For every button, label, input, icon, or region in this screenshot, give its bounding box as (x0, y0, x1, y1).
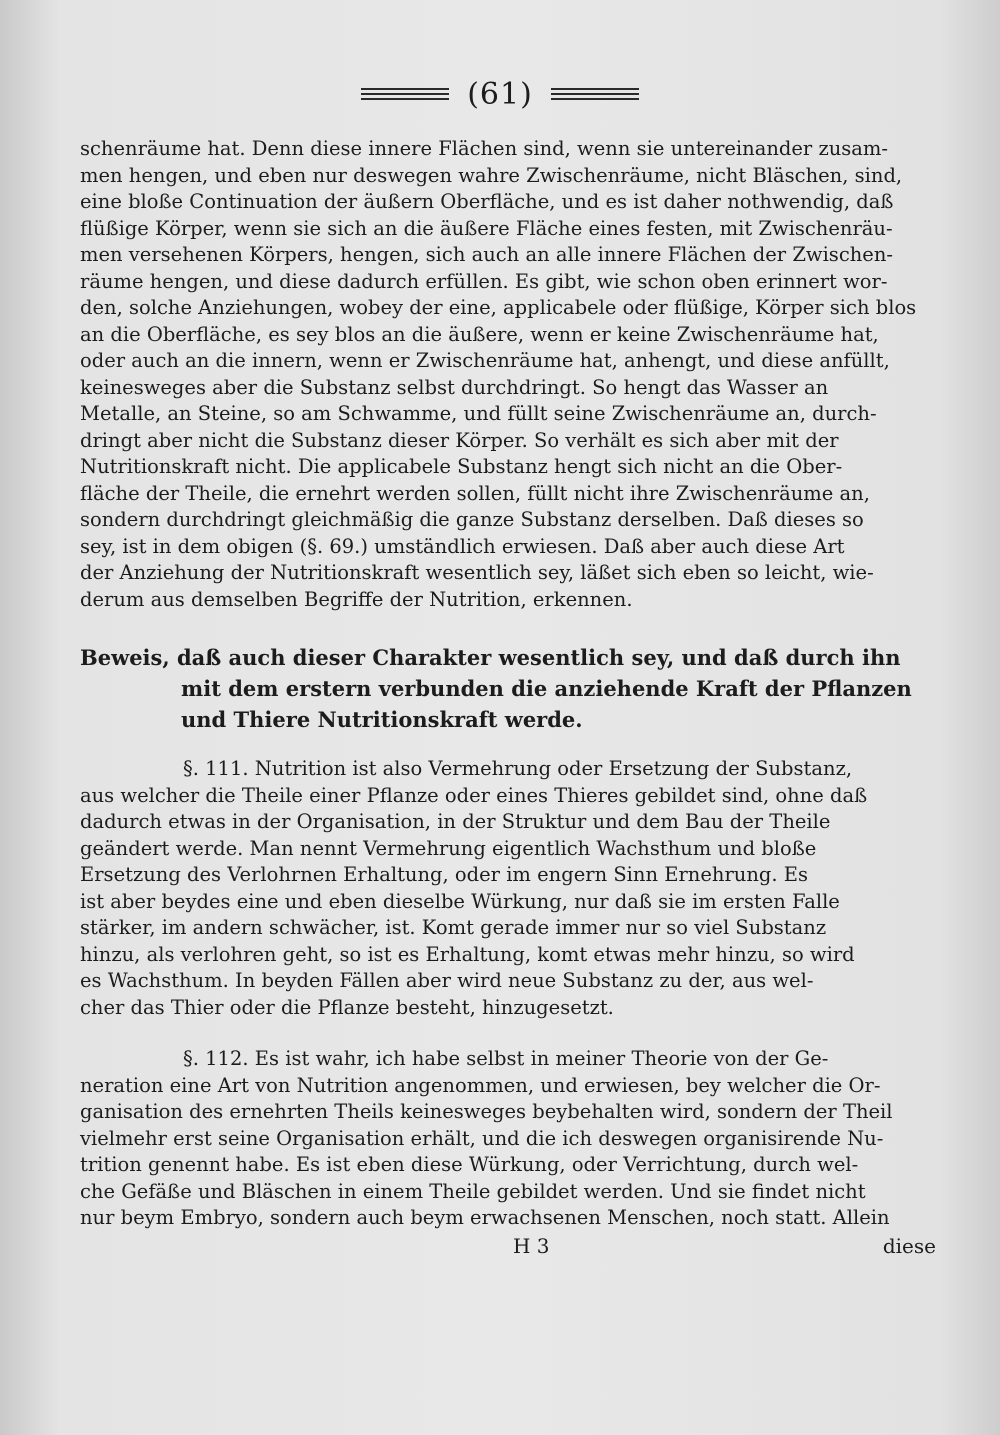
text-line: geändert werde. Man nennt Vermehrung eigentlich Wachsthum und bloße (80, 836, 817, 860)
text-line: che Gefäße und Bläschen in einem Theile gebildet werden. Und sie findet nicht (80, 1179, 866, 1203)
text-line: dringt aber nicht die Substanz dieser Körper. So verhält es sich aber mit der (80, 428, 839, 452)
text-line: den, solche Anziehungen, wobey der eine, applicabele oder flüßige, Körper sich blos (80, 296, 917, 319)
text-line: neration eine Art von Nutrition angenommen, und erwiesen, bey welcher die Or- (80, 1073, 881, 1097)
catchword: diese (882, 1234, 936, 1258)
text-line: ganisation des ernehrten Theils keinesweges beybehalten wird, sondern der Theil (80, 1100, 893, 1123)
text-line: keinesweges aber die Substanz selbst durchdringt. So hengt das Wasser an (80, 375, 829, 399)
text-line: ist aber beydes eine und eben dieselbe Würkung, nur daß sie im ersten Falle (80, 889, 840, 913)
text-line: eine bloße Continuation der äußern Oberfläche, und es ist daher nothwendig, daß (80, 190, 894, 213)
text-line: §. 111. Nutrition ist also Vermehrung oder Ersetzung der Substanz, (183, 757, 853, 780)
text-line: trition genennt habe. Es ist eben diese Würkung, oder Verrichtung, durch wel- (80, 1153, 859, 1176)
printer-signature: H 3 (513, 1234, 550, 1258)
header-rule-right (551, 88, 639, 100)
text-line: hinzu, als verlohren geht, so ist es Erhaltung, komt etwas mehr hinzu, so wird (80, 942, 855, 966)
text-line: dadurch etwas in der Organisation, in der Struktur und dem Bau der Theile (80, 810, 831, 833)
text-line: schenräume hat. Denn diese innere Flächen sind, wenn sie untereinander zusam- (80, 137, 888, 160)
text-line: cher das Thier oder die Pflanze besteht, hinzugesetzt. (80, 995, 614, 1019)
text-line: men versehenen Körpers, hengen, sich auch an alle innere Flächen der Zwischen- (80, 243, 893, 266)
text-line: es Wachsthum. In beyden Fällen aber wird neue Substanz zu der, aus wel- (80, 969, 814, 992)
page-number: (61) (467, 76, 533, 112)
text-line: Ersetzung des Verlohrnen Erhaltung, oder im engern Sinn Ernehrung. Es (80, 863, 809, 886)
text-line: flüßige Körper, wenn sie sich an die äußere Fläche eines festen, mit Zwischenräu- (80, 216, 893, 240)
heading-line: und Thiere Nutritionskraft werde. (181, 707, 583, 732)
page-footer (80, 1234, 936, 1266)
text-line: nur beym Embryo, sondern auch beym erwachsenen Menschen, noch statt. Allein (80, 1206, 890, 1229)
text-line: fläche der Theile, die ernehrt werden sollen, füllt nicht ihre Zwischenräume an, (80, 481, 870, 505)
text-line: sondern durchdringt gleichmäßig die ganze Substanz derselben. Daß dieses so (80, 508, 864, 531)
heading-line: Beweis, daß auch dieser Charakter wesentlich sey, und daß durch ihn (80, 645, 901, 670)
text-line: §. 112. Es ist wahr, ich habe selbst in meiner Theorie von der Ge- (183, 1047, 829, 1070)
text-line: vielmehr erst seine Organisation erhält, und die ich deswegen organisirende Nu- (80, 1126, 884, 1150)
text-line: Nutritionskraft nicht. Die applicabele Substanz hengt sich nicht an die Ober- (80, 455, 843, 478)
text-line: sey, ist in dem obigen (§. 69.) umständlich erwiesen. Daß aber auch diese Art (80, 534, 845, 558)
text-line: aus welcher die Theile einer Pflanze oder eines Thieres gebildet sind, ohne daß (80, 783, 868, 807)
header-rule-left (361, 88, 449, 100)
paragraph-111 (80, 756, 936, 1021)
text-line: an die Oberfläche, es sey blos an die äußere, wenn er keine Zwischenräume hat, (80, 322, 879, 346)
paragraph-112 (80, 1046, 936, 1232)
paragraph-1 (80, 136, 936, 613)
text-line: men hengen, und eben nur deswegen wahre Zwischenräume, nicht Bläschen, sind, (80, 163, 903, 187)
text-line: stärker, im andern schwächer, ist. Komt gerade immer nur so viel Substanz (80, 916, 827, 939)
text-line: oder auch an die innern, wenn er Zwischenräume hat, anhengt, und diese anfüllt, (80, 349, 890, 372)
heading-line: mit dem erstern verbunden die anziehende Kraft der Pflanzen (181, 676, 912, 701)
page-header (0, 74, 1000, 114)
section-heading (80, 642, 936, 735)
text-line: derum aus demselben Begriffe der Nutrition, erkennen. (80, 587, 633, 611)
text-line: räume hengen, und diese dadurch erfüllen. Es gibt, wie schon oben erinnert wor- (80, 269, 888, 293)
text-line: Metalle, an Steine, so am Schwamme, und füllt seine Zwischenräume an, durch- (80, 402, 877, 425)
text-line: der Anziehung der Nutritionskraft wesentlich sey, läßet sich eben so leicht, wie- (80, 561, 874, 584)
